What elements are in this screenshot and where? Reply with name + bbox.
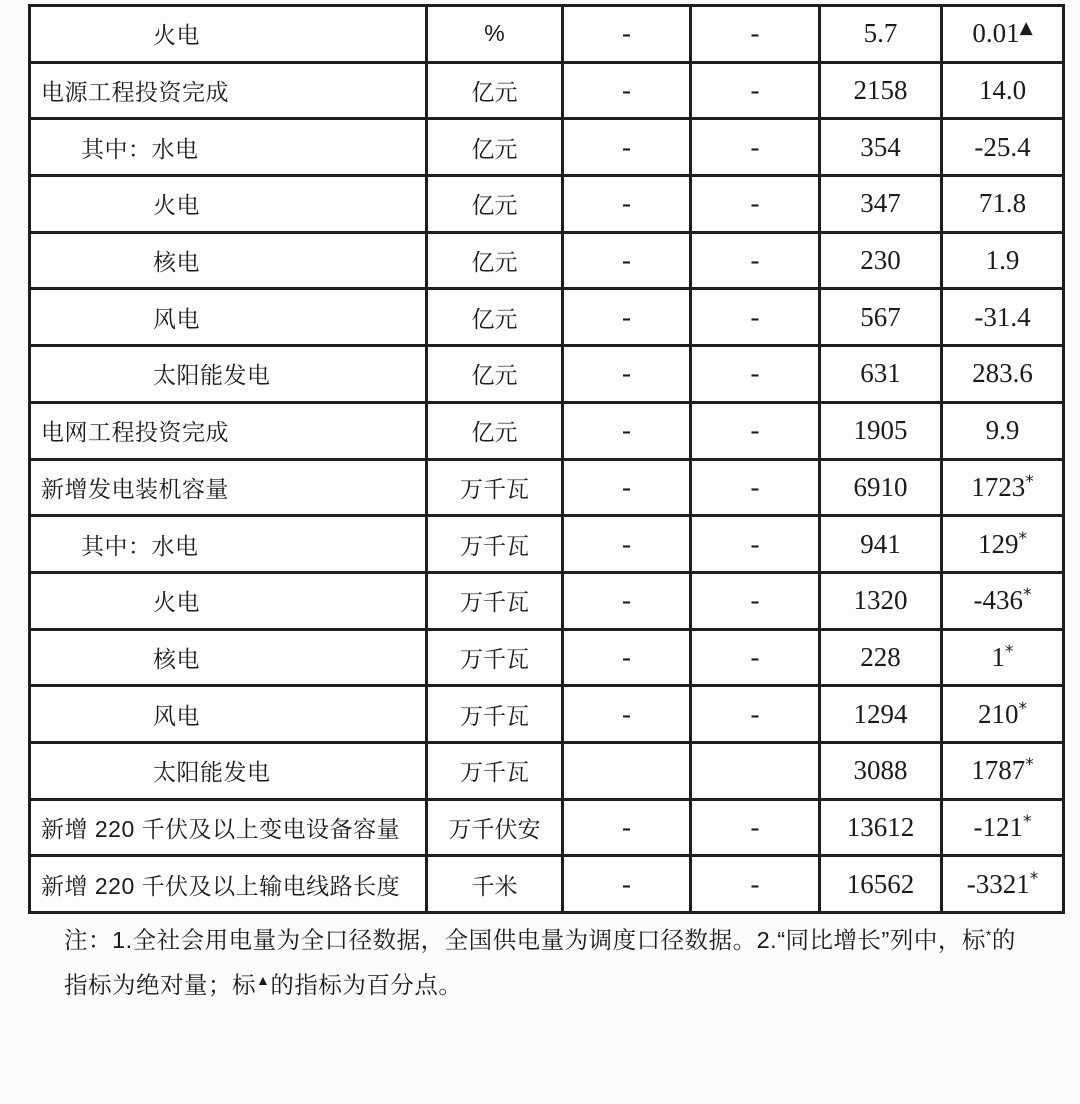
yoy-mark: * [1005, 641, 1014, 662]
unit-cell: 亿元 [427, 176, 563, 233]
unit-cell: 万千瓦 [427, 516, 563, 573]
value-cell: 2158 [820, 62, 942, 119]
indicator-cell: 新增 220 千伏及以上输电线路长度 [30, 856, 427, 913]
unit-cell: 亿元 [427, 289, 563, 346]
indicator-cell: 火电 [30, 572, 427, 629]
prev-month-cell: - [563, 516, 691, 573]
yoy-cell [942, 6, 1064, 63]
indicator-cell: 太阳能发电 [30, 742, 427, 799]
yoy-cell [942, 402, 1064, 459]
prev-growth-cell: - [691, 402, 820, 459]
prev-month-cell: - [563, 232, 691, 289]
unit-cell: 亿元 [427, 62, 563, 119]
indicator-cell: 火电 [30, 6, 427, 63]
indicator-cell: 风电 [30, 289, 427, 346]
unit-cell: 万千瓦 [427, 629, 563, 686]
indicator-cell: 核电 [30, 629, 427, 686]
table-row [30, 289, 1064, 346]
prev-growth-cell: - [691, 62, 820, 119]
power-statistics-table [28, 4, 1065, 914]
prev-month-cell: - [563, 119, 691, 176]
value-cell: 567 [820, 289, 942, 346]
yoy-value: 129 [978, 528, 1019, 559]
yoy-cell [942, 346, 1064, 403]
footnote-text-1: 注：1.全社会用电量为全口径数据，全国供电量为调度口径数据。2.“同比增长”列中，标 [64, 927, 986, 953]
table-row [30, 232, 1064, 289]
yoy-cell [942, 742, 1064, 799]
footnote-text-3: 的指标为百分点。 [270, 972, 463, 998]
prev-growth-cell: - [691, 856, 820, 913]
unit-cell: 千米 [427, 856, 563, 913]
yoy-value: 0.01 [972, 18, 1020, 49]
prev-month-cell: - [563, 856, 691, 913]
prev-growth-cell: - [691, 119, 820, 176]
prev-month-cell: - [563, 629, 691, 686]
yoy-mark: * [1018, 528, 1027, 549]
yoy-value: -121 [973, 811, 1023, 842]
yoy-value: -3321 [966, 868, 1030, 899]
yoy-cell [942, 799, 1064, 856]
yoy-cell [942, 62, 1064, 119]
unit-cell: 万千伏安 [427, 799, 563, 856]
prev-growth-cell: - [691, 629, 820, 686]
value-cell: 1294 [820, 686, 942, 743]
prev-month-cell: - [563, 686, 691, 743]
prev-growth-cell: - [691, 232, 820, 289]
yoy-value: 283.6 [972, 358, 1033, 389]
prev-month-cell: - [563, 459, 691, 516]
prev-growth-cell: - [691, 686, 820, 743]
indicator-cell: 其中：水电 [30, 119, 427, 176]
yoy-value: -436 [973, 585, 1023, 616]
prev-month-cell: - [563, 402, 691, 459]
indicator-cell: 火电 [30, 176, 427, 233]
yoy-mark: * [1023, 585, 1032, 606]
yoy-cell [942, 629, 1064, 686]
yoy-mark: * [1018, 698, 1027, 719]
table-row [30, 6, 1064, 63]
indicator-cell: 电源工程投资完成 [30, 62, 427, 119]
value-cell: 631 [820, 346, 942, 403]
yoy-value: 9.9 [985, 415, 1020, 446]
table-row [30, 402, 1064, 459]
prev-growth-cell: - [691, 799, 820, 856]
prev-month-cell: - [563, 289, 691, 346]
table-row [30, 856, 1064, 913]
prev-month-cell: - [563, 62, 691, 119]
value-cell: 13612 [820, 799, 942, 856]
footnote-text-2: 的指标为绝对量；标 [64, 927, 1016, 998]
table-row [30, 62, 1064, 119]
yoy-cell [942, 572, 1064, 629]
value-cell: 1320 [820, 572, 942, 629]
value-cell: 228 [820, 629, 942, 686]
indicator-cell: 核电 [30, 232, 427, 289]
yoy-cell [942, 856, 1064, 913]
yoy-cell [942, 119, 1064, 176]
yoy-value: 14.0 [978, 75, 1027, 106]
yoy-value: -25.4 [974, 131, 1031, 162]
table-row [30, 572, 1064, 629]
table-row [30, 119, 1064, 176]
prev-month-cell: - [563, 572, 691, 629]
asterisk-mark: * [985, 927, 992, 943]
indicator-cell: 新增 220 千伏及以上变电设备容量 [30, 799, 427, 856]
table-row [30, 459, 1064, 516]
footnote [64, 918, 1020, 1008]
prev-growth-cell: - [691, 459, 820, 516]
yoy-cell [942, 176, 1064, 233]
prev-month-cell: - [563, 799, 691, 856]
table-row [30, 686, 1064, 743]
value-cell: 6910 [820, 459, 942, 516]
prev-month-cell [563, 742, 691, 799]
prev-growth-cell [691, 742, 820, 799]
value-cell: 3088 [820, 742, 942, 799]
table-row [30, 629, 1064, 686]
prev-growth-cell: - [691, 6, 820, 63]
indicator-cell: 其中：水电 [30, 516, 427, 573]
prev-month-cell: - [563, 6, 691, 63]
prev-month-cell: - [563, 346, 691, 403]
unit-cell: 万千瓦 [427, 742, 563, 799]
value-cell: 16562 [820, 856, 942, 913]
prev-growth-cell: - [691, 572, 820, 629]
yoy-cell [942, 686, 1064, 743]
yoy-value: -31.4 [974, 301, 1031, 332]
yoy-value: 1723 [971, 471, 1026, 502]
prev-growth-cell: - [691, 516, 820, 573]
unit-cell: 亿元 [427, 232, 563, 289]
table-row [30, 346, 1064, 403]
value-cell: 354 [820, 119, 942, 176]
prev-growth-cell: - [691, 289, 820, 346]
yoy-value: 1787 [971, 755, 1026, 786]
indicator-cell: 风电 [30, 686, 427, 743]
value-cell: 1905 [820, 402, 942, 459]
indicator-cell: 电网工程投资完成 [30, 402, 427, 459]
value-cell: 347 [820, 176, 942, 233]
indicator-cell: 新增发电装机容量 [30, 459, 427, 516]
yoy-cell [942, 459, 1064, 516]
yoy-value: 210 [978, 698, 1019, 729]
yoy-mark: * [1029, 868, 1039, 889]
prev-month-cell: - [563, 176, 691, 233]
value-cell: 941 [820, 516, 942, 573]
unit-cell: 亿元 [427, 119, 563, 176]
yoy-mark: * [1025, 755, 1034, 776]
value-cell: 5.7 [820, 6, 942, 63]
unit-cell: 亿元 [427, 346, 563, 403]
table-row [30, 516, 1064, 573]
unit-cell: 亿元 [427, 402, 563, 459]
prev-growth-cell: - [691, 346, 820, 403]
yoy-cell [942, 516, 1064, 573]
unit-cell: % [427, 6, 563, 63]
yoy-mark: * [1025, 471, 1034, 492]
yoy-cell [942, 289, 1064, 346]
yoy-mark: ▲ [1019, 18, 1033, 39]
unit-cell: 万千瓦 [427, 686, 563, 743]
table-row [30, 742, 1064, 799]
yoy-value: 71.8 [978, 188, 1027, 219]
unit-cell: 万千瓦 [427, 459, 563, 516]
indicator-cell: 太阳能发电 [30, 346, 427, 403]
unit-cell: 万千瓦 [427, 572, 563, 629]
yoy-mark: * [1023, 811, 1032, 832]
prev-growth-cell: - [691, 176, 820, 233]
yoy-cell [942, 232, 1064, 289]
table-row [30, 176, 1064, 233]
yoy-value: 1 [991, 641, 1005, 672]
value-cell: 230 [820, 232, 942, 289]
table-row [30, 799, 1064, 856]
triangle-mark: ▲ [256, 972, 271, 988]
yoy-value: 1.9 [985, 245, 1020, 276]
